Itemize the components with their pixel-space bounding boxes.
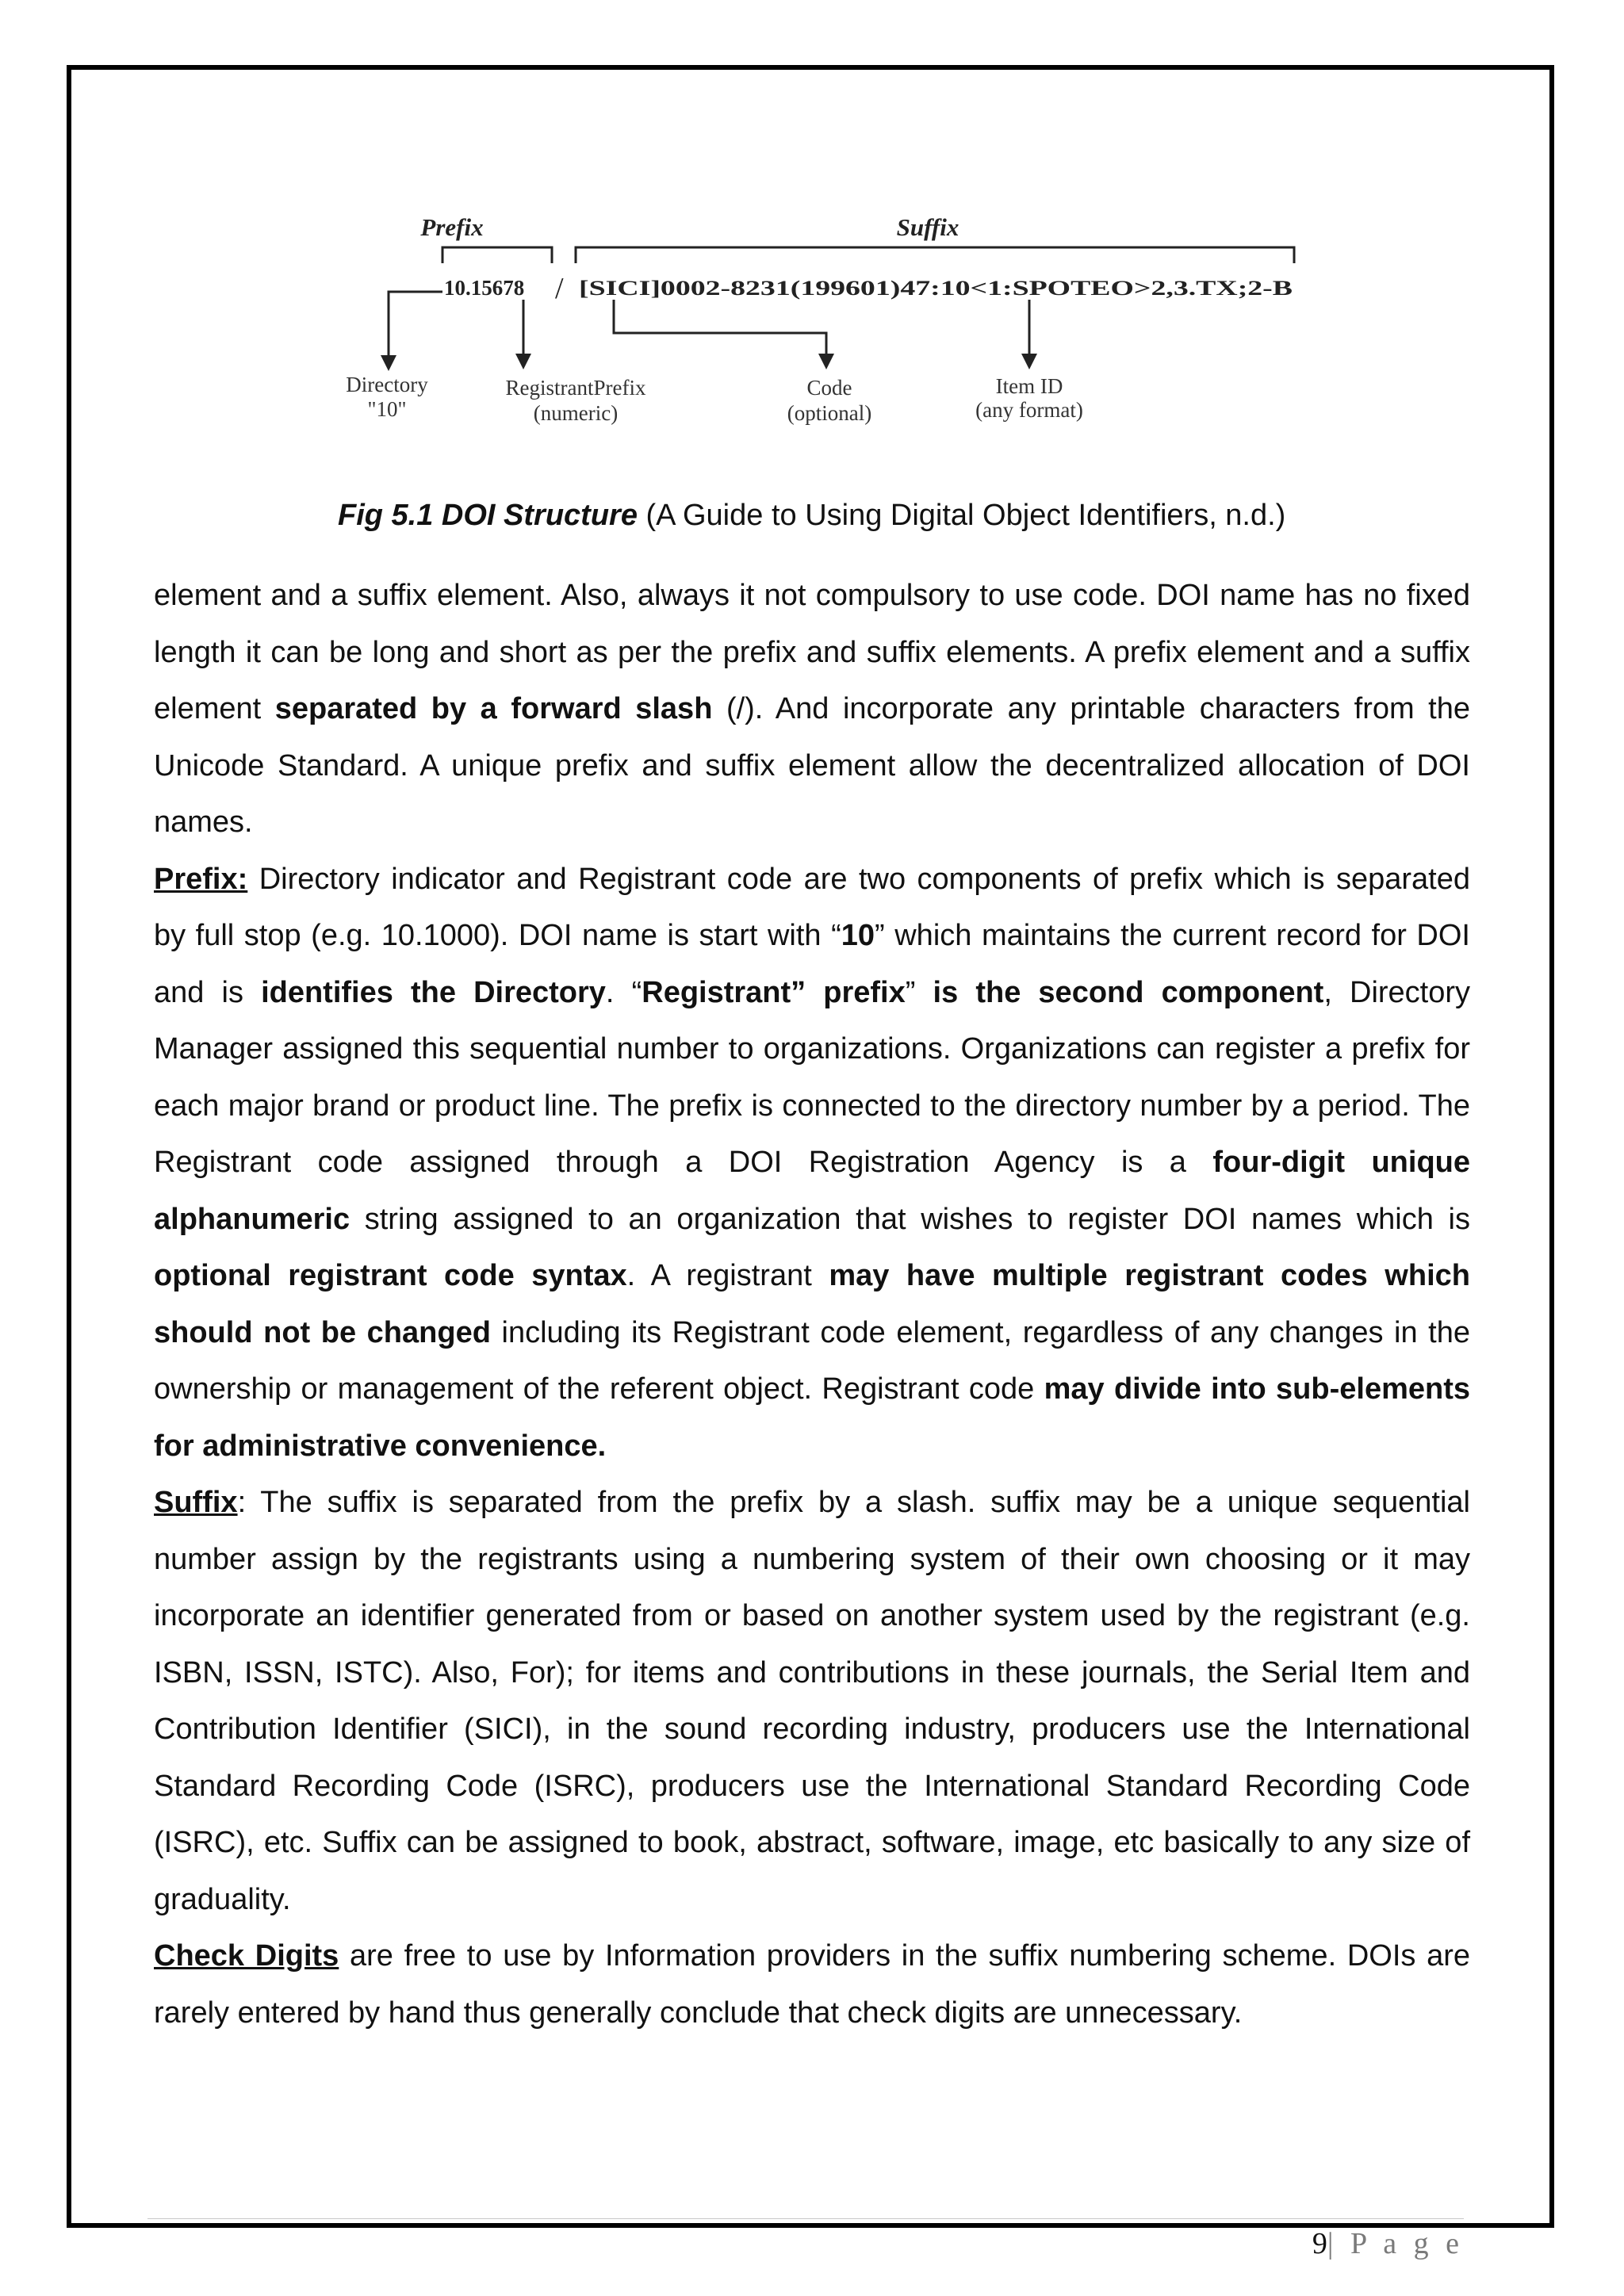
prefix-text-4: ”	[905, 975, 933, 1009]
page-number	[1312, 2226, 1464, 2261]
suffix-bracket	[576, 247, 1294, 263]
doi-diagram-svg	[293, 198, 1324, 452]
prefix-value: 10.15678	[444, 276, 525, 300]
directory-arrowhead	[381, 355, 396, 371]
figure-caption-label: Fig 5.1 DOI Structure	[338, 499, 638, 532]
prefix-bold-3: Registrant” prefix	[642, 975, 906, 1009]
page-number-value: 9	[1312, 2227, 1327, 2260]
intro-text-1: element and a suffix element. Also, always it not compulsory to use code. DOI name has no fixed length it can be long and short as per the prefix and suffix elements. A prefix element and a suffix element	[154, 579, 1470, 725]
prefix-text-2: ” which maintains the current record for DOI and is	[154, 919, 1470, 1009]
registrant-arrowhead	[515, 354, 531, 369]
prefix-heading: Prefix:	[154, 862, 248, 896]
check-digits-paragraph	[154, 1928, 1470, 2042]
suffix-label: Suffix	[896, 213, 959, 241]
directory-value: "10"	[367, 397, 407, 421]
prefix-bold-8: may divide into sub-elements for administrative convenience.	[154, 1372, 1470, 1463]
prefix-text-1: Directory indicator and Registrant code are two components of prefix which is separated by full stop (e.g. 10.1000). DOI name is start with “	[154, 862, 1470, 952]
item-id-value: (any format)	[975, 398, 1083, 422]
figure-caption	[338, 496, 1448, 535]
prefix-suffix-slash: /	[555, 272, 564, 305]
registrant-value: (numeric)	[533, 401, 619, 425]
intro-paragraph	[154, 568, 1470, 851]
prefix-text-8: including its Registrant code element, regardless of any changes in the ownership or management of the referent object. Registrant code	[154, 1315, 1471, 1406]
prefix-bracket	[442, 247, 552, 263]
suffix-heading: Suffix	[154, 1486, 238, 1519]
check-digits-text: are free to use by Information providers in the suffix numbering scheme. DOIs are rarely entered by hand thus generally conclude that check digits are unnecessary.	[154, 1939, 1470, 2030]
code-label: Code	[806, 376, 852, 400]
directory-label: Directory	[346, 373, 428, 396]
code-value: (optional)	[787, 401, 872, 425]
prefix-text-5: , Directory Manager assigned this sequential number to organizations. Organizations can register a prefix for each major brand or product line. The prefix is connected to the directory number by a period. The Registrant code assigned through a DOI Registration Agency is a	[154, 975, 1471, 1179]
prefix-bold-4: is the second component	[933, 975, 1324, 1009]
registrant-label: RegistrantPrefix	[505, 376, 646, 400]
check-digits-heading: Check Digits	[154, 1939, 339, 1973]
page-label: | P a g e	[1327, 2227, 1464, 2260]
figure-caption-source: (A Guide to Using Digital Object Identifiers, n.d.)	[637, 499, 1286, 532]
suffix-paragraph	[154, 1475, 1470, 1928]
code-arrowhead	[818, 354, 834, 369]
body-text	[154, 568, 1470, 2042]
code-arrow	[614, 300, 826, 355]
prefix-bold-7: may have multiple registrant codes which should not be changed	[154, 1259, 1470, 1349]
directory-arrow	[389, 292, 442, 357]
prefix-bold-6: optional registrant code syntax	[154, 1259, 627, 1292]
prefix-paragraph	[154, 851, 1470, 1475]
prefix-label: Prefix	[420, 213, 484, 241]
prefix-bold-5: four-digit unique alphanumeric	[154, 1146, 1471, 1236]
suffix-value: [SICI]0002-8231(199601)47:10<1:SPOTEO>2,3.TX;2-B	[579, 277, 1293, 300]
intro-text-2: (/). And incorporate any printable characters from the Unicode Standard. A unique prefix and suffix element allow the decentralized allocation of DOI names.	[154, 692, 1470, 839]
prefix-text-7: . A registrant	[626, 1259, 829, 1292]
doi-structure-diagram	[293, 198, 1324, 452]
intro-bold-1: separated by a forward slash	[274, 692, 713, 725]
footer-rule	[147, 2218, 1464, 2219]
prefix-bold-1: 10	[841, 919, 875, 952]
prefix-text-6: string assigned to an organization that wishes to register DOI names which is	[350, 1202, 1470, 1236]
suffix-text-1: : The suffix is separated from the prefix by a slash. suffix may be a unique sequential number assign by the registrants using a numbering system of their own choosing or it may incorporate an identifier generated from or based on another system used by the registrant (e.g. ISBN, ISSN, ISTC). Also, For); for items and contributions in these journals, the Serial Item and Contribution Identifier (SICI), in the sound recording industry, producers use the International Standard Recording Code (ISRC), producers use the International Standard Recording Code (ISRC), etc. Suffix can be assigned to book, abstract, software, image, etc basically to any size of graduality.	[154, 1486, 1470, 1916]
prefix-bold-2: identifies the Directory	[261, 975, 606, 1009]
item-id-arrowhead	[1021, 354, 1037, 369]
prefix-text-3: . “	[605, 975, 642, 1009]
item-id-label: Item ID	[995, 374, 1063, 398]
